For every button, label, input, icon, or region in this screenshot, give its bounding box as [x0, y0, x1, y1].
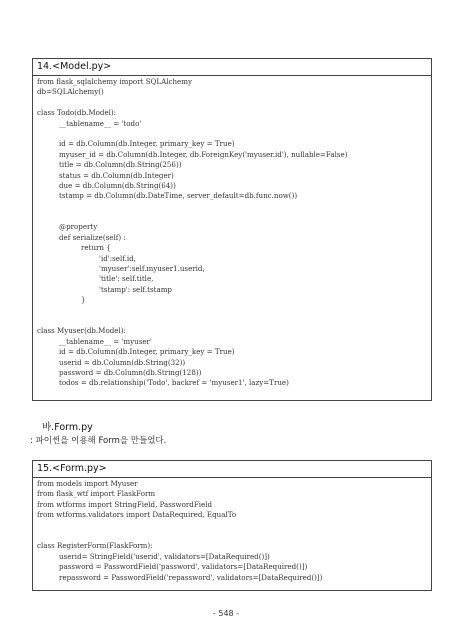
code-line: 'id':self.id, [99, 253, 136, 263]
code-line [33, 316, 431, 326]
code-line: } [81, 295, 86, 305]
code-box-model [32, 58, 432, 401]
code-line: class Myuser(db.Model): [37, 326, 126, 336]
code-line: def serialize(self) : [59, 232, 126, 242]
code-line [33, 129, 431, 139]
code-line [33, 521, 431, 531]
code-line: 'myuser':self.myuser1.userid, [99, 264, 205, 274]
code-line: userid= StringField('userid', validators=[DataRequired()]) [59, 551, 270, 561]
code-line: from wtforms import StringField, PasswordField [37, 499, 213, 509]
code-line: myuser_id = db.Column(db.Integer, db.ForeignKey('myuser.id'), nullable=False) [59, 149, 348, 159]
code-line: __tablename__ = 'todo' [59, 118, 142, 128]
section-heading: 바.Form.py [42, 422, 93, 433]
code-line: db=SQLAlchemy() [37, 87, 104, 97]
code-line: __tablename__ = 'myuser' [59, 336, 152, 346]
code-line: return { [81, 243, 111, 253]
code-box-title: 14.<Model.py> [33, 59, 431, 76]
code-line [33, 212, 431, 222]
code-line: id = db.Column(db.Integer, primary_key = True) [59, 139, 235, 149]
code-line: class Todo(db.Model): [37, 108, 117, 118]
code-line: title = db.Column(db.String(256)) [59, 160, 182, 170]
code-line: from wtforms.validators import DataRequired, EqualTo [37, 510, 237, 520]
code-line: 'title': self.title, [99, 274, 154, 284]
code-line: repassword = PasswordField('repassword', validators=[DataRequired()]) [59, 572, 323, 582]
code-line: from models import Myuser [37, 479, 138, 488]
code-line: tstamp = db.Column(db.DateTime, server_default=db.func.now()) [59, 191, 298, 201]
code-line: userid = db.Column(db.String(32)) [59, 357, 186, 367]
page-number: - 548 - [212, 609, 240, 618]
code-line: password = db.Column(db.String(128)) [59, 367, 202, 377]
code-box-title: 15.<Form.py> [33, 461, 431, 478]
code-line: class RegisterForm(FlaskForm): [37, 541, 153, 551]
code-line: @property [59, 222, 98, 232]
code-line [33, 98, 431, 108]
code-line [33, 531, 431, 541]
code-box-form [32, 460, 432, 591]
code-line: status = db.Column(db.Integer) [59, 170, 174, 180]
section-description: : 파이썬을 이용해 Form을 만들었다. [30, 436, 167, 446]
code-line: password = PasswordField('password', validators=[DataRequired()]) [59, 562, 308, 572]
code-line: todos = db.relationship('Todo', backref = 'myuser1', lazy=True) [59, 378, 289, 388]
code-box-body [33, 76, 431, 389]
code-line: from flask_wtf import FlaskForm [37, 489, 156, 499]
code-line: id = db.Column(db.Integer, primary_key = True) [59, 347, 235, 357]
code-line: 'tstamp': self.tstamp [99, 284, 172, 294]
code-line [33, 306, 431, 316]
code-line [33, 202, 431, 212]
code-box-body [33, 478, 431, 583]
code-line: from flask_sqlalchemy import SQLAlchemy [37, 77, 192, 86]
code-line: due = db.Column(db.String(64)) [59, 180, 176, 190]
